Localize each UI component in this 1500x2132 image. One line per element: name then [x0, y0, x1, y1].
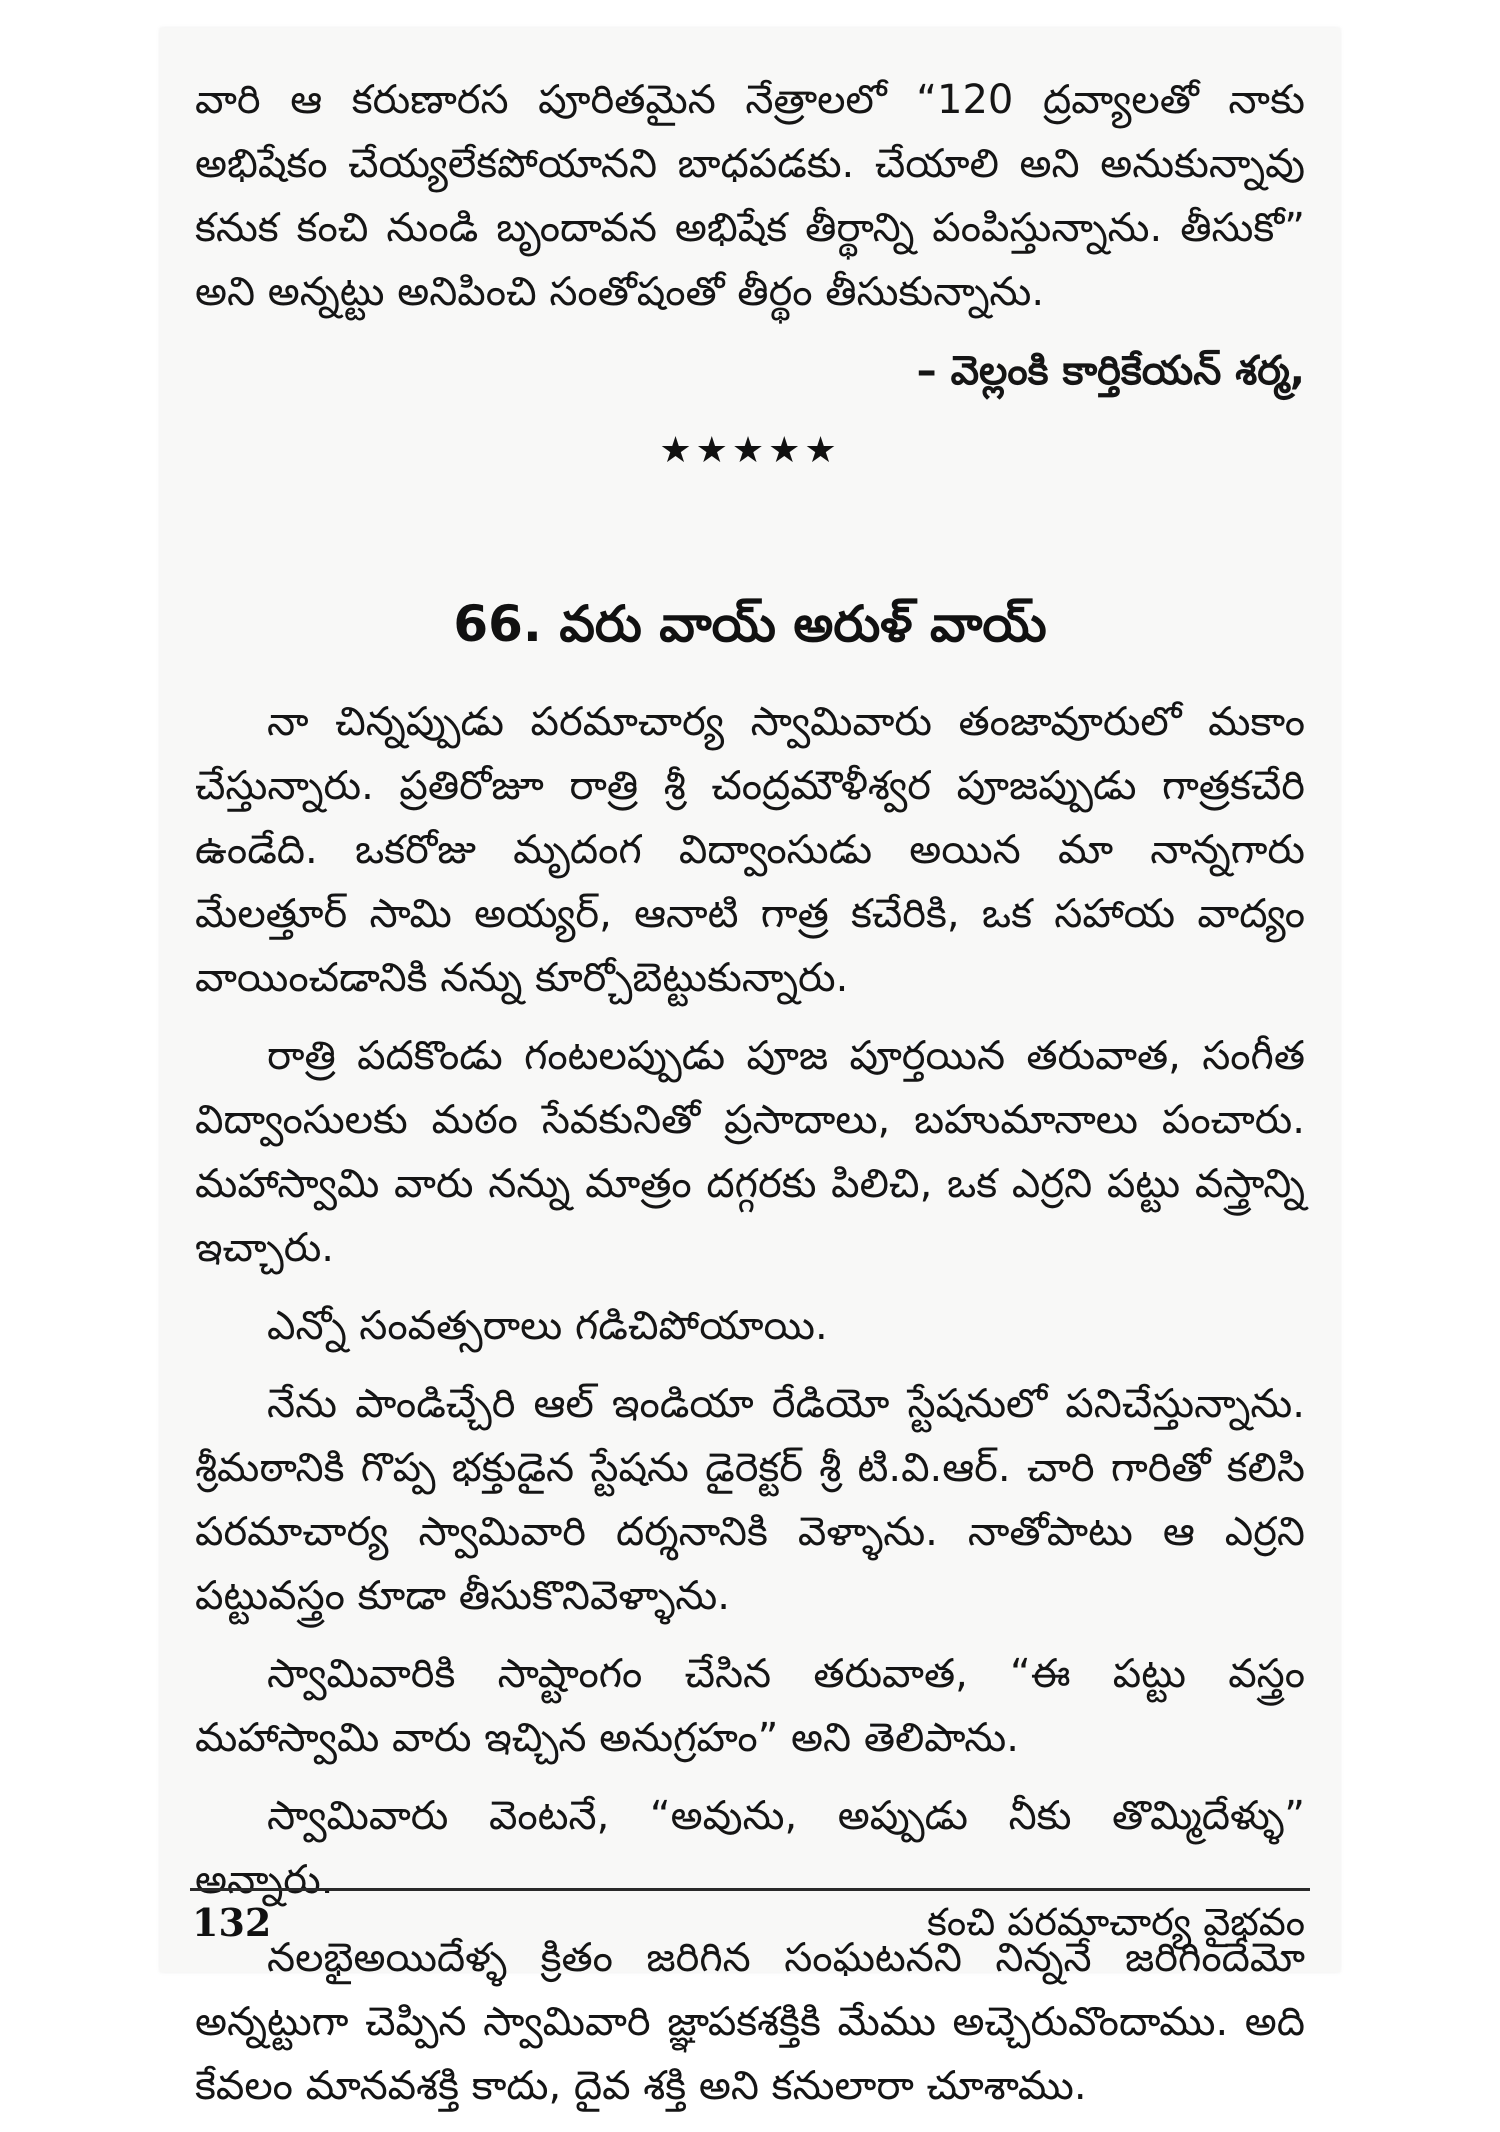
paragraph: స్వామివారికి సాష్టాంగం చేసిన తరువాత, “ఈ పట్టు వస్త్రం మహాస్వామి వారు ఇచ్చిన అనుగ్రహం” అని తెలిపాను.: [195, 1651, 1305, 1761]
book-title-footer: కంచి పరమాచార్య వైభవం: [927, 1900, 1305, 1944]
paragraph: నా చిన్నప్పుడు పరమాచార్య స్వామివారు తంజావూరులో మకాం చేస్తున్నారు. ప్రతిరోజూ రాత్రి శ్రీ చంద్రమౌళీశ్వర పూజప్పుడు గాత్రకచేరి ఉండేది. ఒకరోజు మృదంగ విద్వాంసుడు అయిన మా నాన్నగారు మేలత్తూర్ సామి అయ్యర్, ఆనాటి గాత్ర కచేరికి, ఒక సహాయ వాద్యం వాయించడానికి నన్ను కూర్చోబెట్టుకున్నారు.: [195, 699, 1305, 1001]
section-separator: ★★★★★: [659, 430, 841, 471]
paragraph: ఎన్నో సంవత్సరాలు గడిచిపోయాయి.: [267, 1303, 828, 1349]
author-signature: – వెల్లంకి కార్తికేయన్ శర్మ,: [916, 348, 1305, 394]
paragraph: నేను పాండిచ్చేరి ఆల్ ఇండియా రేడియో స్టేషనులో పనిచేస్తున్నాను. శ్రీమఠానికి గొప్ప భక్తుడైన స్టేషను డైరెక్టర్ శ్రీ టి.వి.ఆర్. చారి గారితో కలిసి పరమాచార్య స్వామివారి దర్శనానికి వెళ్ళాను. నాతోపాటు ఆ ఎర్రని పట్టువస్త్రం కూడా తీసుకొనివెళ్ళాను.: [195, 1381, 1305, 1619]
paragraph: స్వామివారు వెంటనే, “అవును, అప్పుడు నీకు తొమ్మిదేళ్ళు” అన్నారు.: [195, 1793, 1305, 1903]
previous-section-paragraph: వారి ఆ కరుణారస పూరితమైన నేత్రాలలో “120 ద్రవ్యాలతో నాకు అభిషేకం చేయ్యలేకపోయానని బాధపడకు. చేయాలి అని అనుకున్నావు కనుక కంచి నుండి బృందావన అభిషేక తీర్థాన్ని పంపిస్తున్నాను. తీసుకో” అని అన్నట్టు అనిపించి సంతోషంతో తీర్థం తీసుకున్నాను.: [195, 77, 1305, 315]
paragraph: రాత్రి పదకొండు గంటలప్పుడు పూజ పూర్తయిన తరువాత, సంగీత విద్వాంసులకు మఠం సేవకునితో ప్రసాదాలు, బహుమానాలు పంచారు. మహాస్వామి వారు నన్ను మాత్రం దగ్గరకు పిలిచి, ఒక ఎర్రని పట్టు వస్త్రాన్ని ఇచ్చారు.: [195, 1033, 1305, 1271]
paragraph: నలభైఅయిదేళ్ళ క్రితం జరిగిన సంఘటనని నిన్ననే జరిగిందేమో అన్నట్టుగా చెప్పిన స్వామివారి జ్ఞాపకశక్తికి మేము అచ్చెరువొందాము. అది కేవలం మానవశక్తి కాదు, దైవ శక్తి అని కనులారా చూశాము.: [195, 1935, 1305, 2109]
chapter-title: 66. వరు వాయ్ అరుళ్ వాయ్: [453, 595, 1047, 653]
footer-divider: [190, 1888, 1310, 1891]
page-number: 132: [192, 1900, 272, 1945]
